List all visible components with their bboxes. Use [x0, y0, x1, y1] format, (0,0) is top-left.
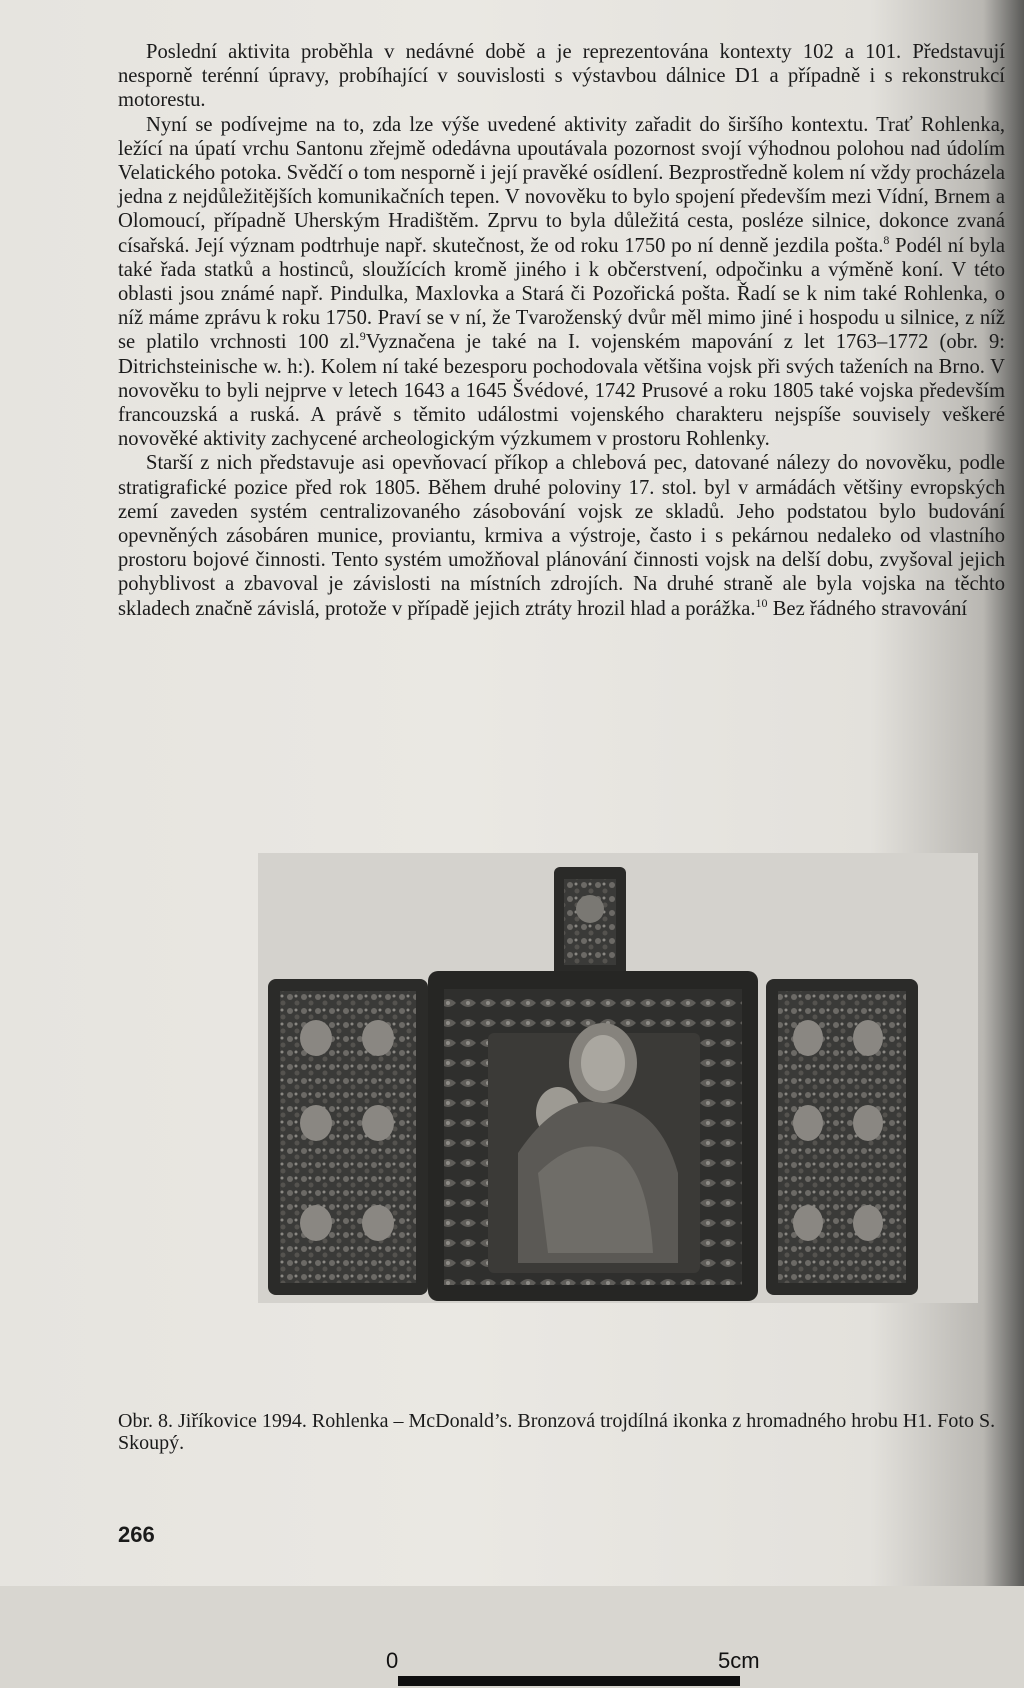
- page-number: 266: [118, 1522, 155, 1547]
- icon-photograph: [258, 853, 978, 1303]
- body-text: [118, 40, 1005, 621]
- paragraph-text: Nyní se podívejme na to, zda lze výše uvedené aktivity zařadit do širšího kontextu. Trať Rohlenka, ležící na úpatí vrchu Santonu zřejmě odedávna upoutávala pozornost svojí výhodnou polohou nad údolím Velatického potoka. Svědčí o tom nesporně i její pravěké osídlení. Bezprostředně kolem ní vždy procházela jedna z nejdůležitějších komunikačních tepen. V novověku to bylo spojení především mezi Vídní, Brnem a Olomoucí, případně Uherským Hradištěm. Zprvu to byla důležitá cesta, posléze silnice, dokonce zvaná císařská. Její význam podtrhuje např. skutečnost, že od roku 1750 po ní denně jezdila pošta.: [118, 113, 1005, 257]
- footnote-ref: 9: [359, 329, 366, 344]
- footnote-ref: 8: [883, 232, 890, 247]
- paragraph: [118, 40, 1005, 113]
- footnote-ref: 10: [755, 595, 768, 610]
- scale-label-start: 0: [386, 1648, 399, 1673]
- paragraph-text: Starší z nich představuje asi opevňovací příkop a chlebová pec, datované nálezy do novověku, podle stratigrafické pozice před rok 1805. Během druhé poloviny 17. stol. byl v armádách většiny evropských zemí zaveden systém centralizovaného zásobování vojsk ze skladů. Jeho podstatou bylo budování opevněných zásobáren munice, proviantu, krmiva a výstroje, často i s pekárnou nedaleko od vlastního prostoru bojové činnosti. Tento systém umožňoval plánování činnosti vojsk na delší dobu, zvyšoval jejich pohyblivost a zbavoval je závislosti na místních zdrojích. Na druhé straně ale byla vojska na těchto skladech značně závislá, protože v případě jejich ztráty hrozil hlad a porážka.: [118, 452, 1005, 620]
- paragraph-text: Poslední aktivita proběhla v nedávné době a je reprezentována kontexty 102 a 101. Představují nesporně terénní úpravy, probíhající v souvislosti s výstavbou dálnice D1 a případně i s rekonstrukcí motorestu.: [118, 41, 1005, 112]
- scale-label-end: 5cm: [718, 1648, 760, 1673]
- paragraph-text: Vyznačena je také na I. vojenském mapování z let 1763–1772 (obr. 9: Ditrichsteinische w. h:). Kolem ní také bezesporu pochodovala většina vojsk při svých taženích na Brno. V novověku to byli nejprve v letech 1643 a 1645 Švédové, 1742 Prusové a roku 1805 také vojska především francouzská a ruská. A právě s těmito událostmi vojenského charakteru nejspíše souvisely veškeré novověké aktivity zachycené archeologickým výzkumem v prostoru Rohlenky.: [118, 331, 1005, 451]
- figure-caption: Obr. 8. Jiříkovice 1994. Rohlenka – McDonald’s. Bronzová trojdílná ikonka z hromadného hrobu H1. Foto S. Skoupý.: [118, 1410, 996, 1454]
- paragraph-text: Bez řádného stravování: [767, 597, 968, 620]
- paragraph: [118, 113, 1005, 452]
- triptych-icon-image: [258, 853, 978, 1303]
- paragraph-text: Podél ní byla také řada statků a hostinců, sloužících kromě jiného i k občerstvení, odpočinku a výměně koní. V této oblasti jsou známé např. Pindulka, Maxlovka a Stará či Pozořická pošta. Řadí se k nim také Rohlenka, o níž máme zprávu k roku 1750. Praví se v ní, že Tvaroženský dvůr měl mimo jiné i hospodu u silnice, z níž se platilo vrchnosti 100 zl.: [118, 234, 1005, 354]
- scale-bar-line: [398, 1676, 740, 1686]
- scale-bar: [386, 1648, 760, 1688]
- paragraph: [118, 451, 1005, 620]
